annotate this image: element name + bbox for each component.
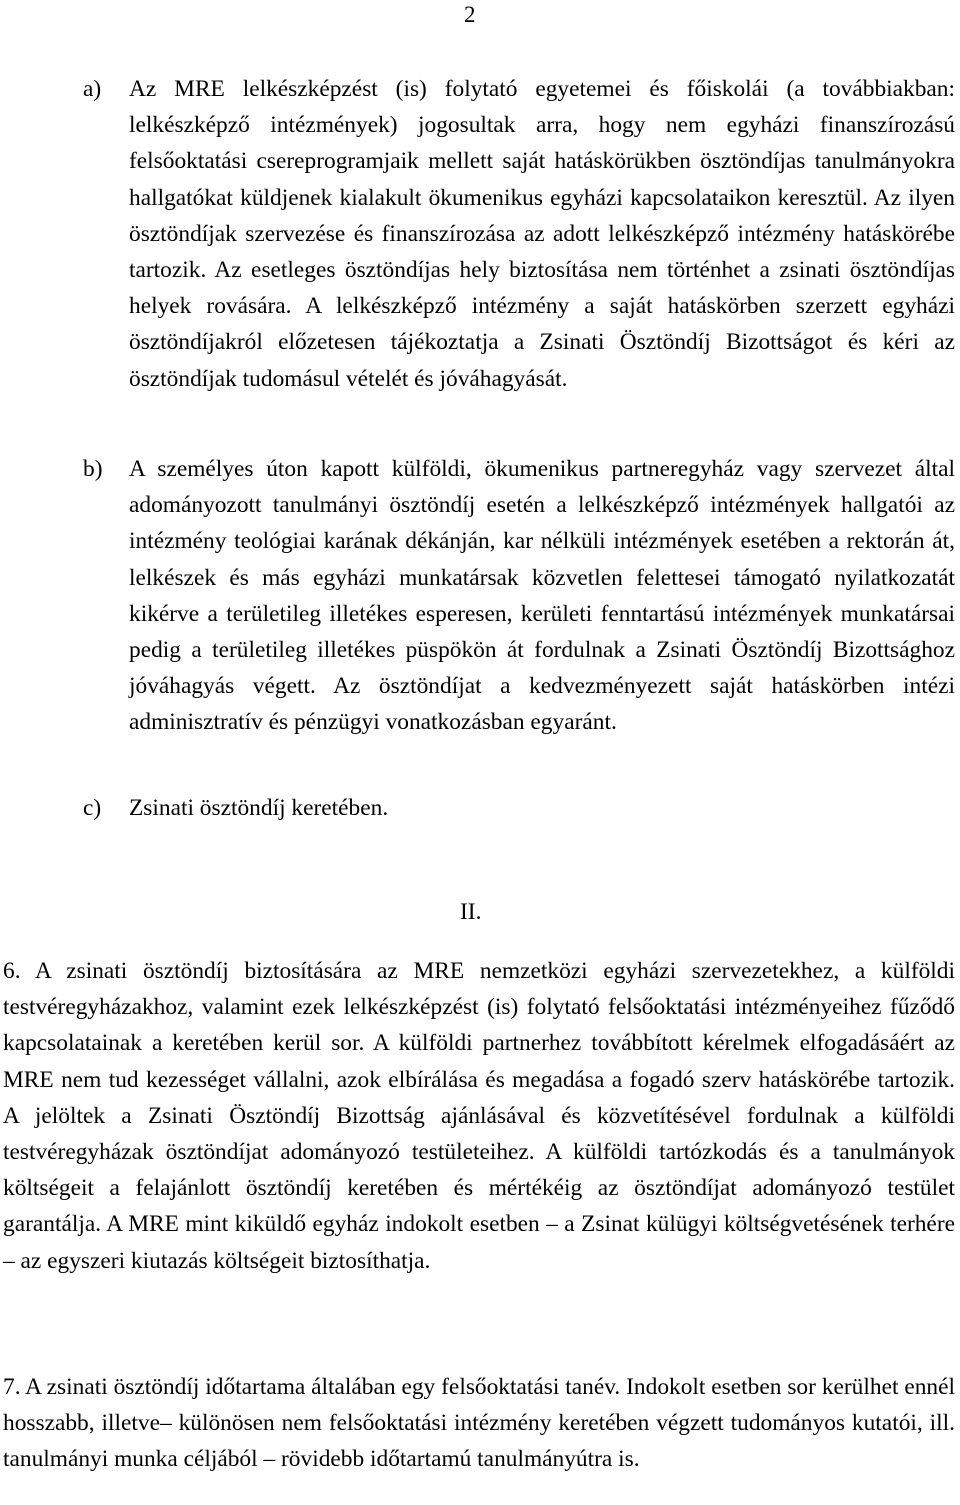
list-item-label: c) — [83, 795, 102, 821]
list-item-text: Zsinati ösztöndíj keretében. — [129, 795, 389, 821]
list-item-a — [83, 71, 955, 397]
list-item-label: a) — [83, 76, 102, 102]
list-item-text: A személyes úton kapott külföldi, ökumenikus partneregyház vagy szervezet által adományozott tanulmányi ösztöndíj esetén a lelkészképző intézmények hallgatói az intézmény teológiai karának dékánján, kar nélküli intézmények esetében a rektorán át, lelkészek és más egyházi munkatársak közvetlen felettesei támogató nyilatkozatát kikérve a területileg illetékes esperesen, kerületi fenntartású intézmények munkatársai pedig a területileg illetékes püspökön át fordulnak a Zsinati Ösztöndíj Bizottsághoz jóváhagyás végett. Az ösztöndíjat a kedvezményezett saját hatáskörben intézi adminisztratív és pénzügyi vonatkozásban egyaránt. — [129, 456, 955, 736]
list-item-text: Az MRE lelkészképzést (is) folytató egyetemei és főiskolái (a továbbiakban: lelkészképző intézmények) jogosultak arra, hogy nem egyházi finanszírozású felsőoktatási csereprogramjaik mellett saját hatáskörükben ösztöndíjas tanulmányokra hallgatókat küldjenek kialakult ökumenikus egyházi kapcsolataikon keresztül. Az ilyen ösztöndíjak szervezése és finanszírozása az adott lelkészképző intézmény hatáskörébe tartozik. Az esetleges ösztöndíjas hely biztosítása nem történhet a zsinati ösztöndíjas helyek rovására. A lelkészképző intézmény a saját hatáskörben szerzett egyházi ösztöndíjakról előzetesen tájékoztatja a Zsinati Ösztöndíj Bizottságot és kéri az ösztöndíjak tudomásul vételét és jóváhagyását. — [129, 76, 955, 392]
page-number: 2 — [464, 2, 476, 27]
paragraph-6: 6. A zsinati ösztöndíj biztosítására az MRE nemzetközi egyházi szervezetekhez, a külföldi testvéregyházakhoz, valamint ezek lelkészképzést (is) folytató felsőoktatási intézményeihez fűződő kapcsolatainak a keretében kerül sor. A külföldi partnerhez továbbított kérelmek elfogadásáért az MRE nem tud kezességet vállalni, azok elbírálása és megadása a fogadó szerv hatáskörébe tartozik. A jelöltek a Zsinati Ösztöndíj Bizottság ajánlásával és közvetítésével fordulnak a külföldi testvéregyházak ösztöndíjat adományozó testületeihez. A külföldi tartózkodás és a tanulmányok költségeit a felajánlott ösztöndíj keretében és mértékéig az ösztöndíjat adományozó testület garantálja. A MRE mint kiküldő egyház indokolt esetben – a Zsinat külügyi költségvetésének terhére – az egyszeri kiutazás költségeit biztosíthatja. — [3, 958, 955, 1274]
list-item-c — [83, 790, 955, 826]
section-title: II. — [460, 899, 482, 925]
list-item-label: b) — [83, 456, 103, 482]
paragraph-7: 7. A zsinati ösztöndíj időtartama általában egy felsőoktatási tanév. Indokolt esetben sor kerülhet ennél hosszabb, illetve– különösen nem felsőoktatási intézmény keretében végzett tudományos kutatói, ill. tanulmányi munka céljából – rövidebb időtartamú tanulmányútra is. — [3, 1374, 955, 1473]
list-item-b — [83, 451, 955, 741]
